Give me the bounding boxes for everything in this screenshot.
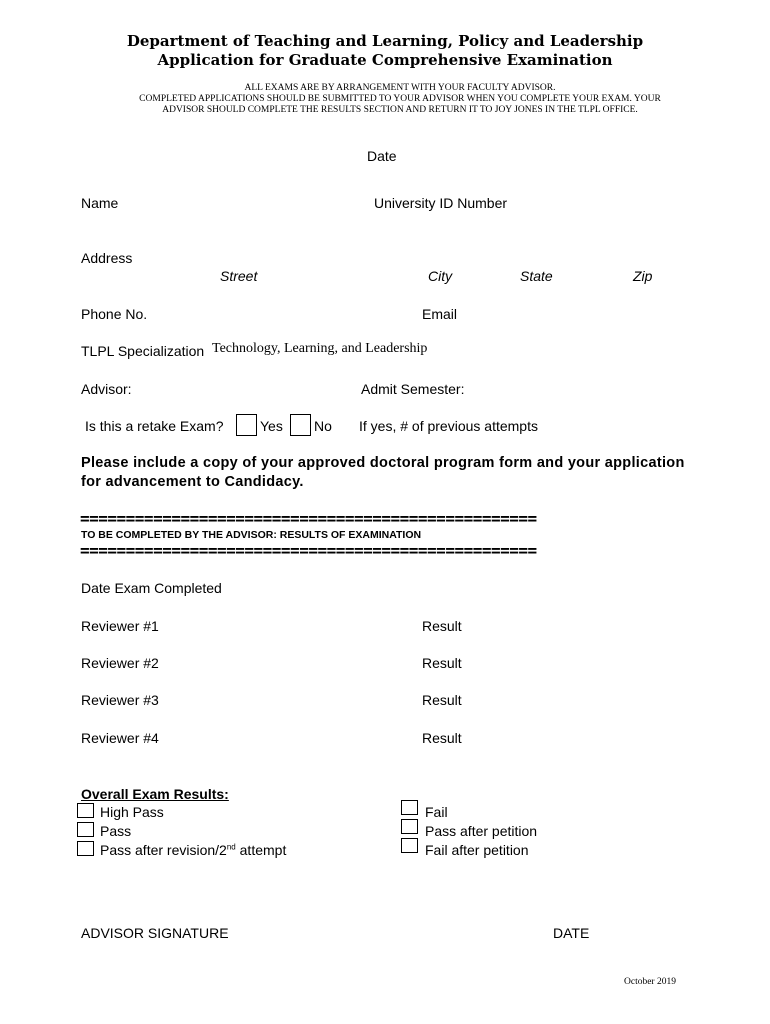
reviewer-4-result-label: Result [422, 730, 462, 746]
date-label: Date [367, 148, 397, 164]
specialization-label: TLPL Specialization [81, 343, 205, 359]
city-label: City [428, 268, 453, 284]
pass-after-petition-checkbox[interactable] [401, 819, 418, 834]
reviewer-3-result-label: Result [422, 692, 462, 708]
notice-line-2: COMPLETED APPLICATIONS SHOULD BE SUBMITTED TO YOUR ADVISOR WHEN YOU COMPLETE YOUR EXAM. YOUR [139, 94, 661, 104]
divider-bottom: ================================================== [80, 541, 537, 560]
reviewer-2-result-label: Result [422, 655, 462, 671]
pass-after-revision-label: Pass after revision/2nd attempt [100, 842, 287, 858]
previous-attempts-label: If yes, # of previous attempts [359, 418, 538, 434]
notice-line-3: ADVISOR SHOULD COMPLETE THE RESULTS SECTION AND RETURN IT TO JOY JONES IN THE TLPL OFFICE. [162, 105, 638, 115]
overall-results-heading: Overall Exam Results: [81, 786, 229, 802]
fail-label: Fail [425, 804, 448, 820]
high-pass-label: High Pass [100, 804, 164, 820]
reviewer-2-label: Reviewer #2 [81, 655, 159, 671]
form-title: Department of Teaching and Learning, Policy and Leadership [126, 32, 644, 50]
reviewer-1-label: Reviewer #1 [81, 618, 159, 634]
fail-after-petition-checkbox[interactable] [401, 838, 418, 853]
revision-date: October 2019 [624, 977, 676, 987]
reviewer-4-label: Reviewer #4 [81, 730, 159, 746]
advisor-label: Advisor: [81, 381, 132, 397]
specialization-value: Technology, Learning, and Leadership [212, 341, 428, 356]
pass-checkbox[interactable] [77, 822, 94, 837]
date-completed-label: Date Exam Completed [81, 580, 222, 596]
address-label: Address [81, 250, 133, 266]
state-label: State [520, 268, 553, 284]
admit-semester-label: Admit Semester: [361, 381, 465, 397]
phone-label: Phone No. [81, 306, 148, 322]
notice-line-1: ALL EXAMS ARE BY ARRANGEMENT WITH YOUR FACULTY ADVISOR. [244, 83, 556, 93]
street-label: Street [220, 268, 258, 284]
signature-date-label: DATE [553, 925, 590, 941]
retake-yes-label: Yes [260, 418, 283, 434]
retake-no-checkbox[interactable] [290, 414, 311, 436]
reviewer-1-result-label: Result [422, 618, 462, 634]
retake-yes-checkbox[interactable] [236, 414, 257, 436]
advisor-section-heading: TO BE COMPLETED BY THE ADVISOR: RESULTS OF EXAMINATION [81, 529, 422, 541]
fail-after-petition-label: Fail after petition [425, 842, 529, 858]
pass-after-revision-checkbox[interactable] [77, 841, 94, 856]
retake-no-label: No [314, 418, 332, 434]
pass-after-petition-label: Pass after petition [425, 823, 538, 839]
form-subtitle: Application for Graduate Comprehensive Examination [157, 51, 613, 69]
instruction-line-1: Please include a copy of your approved doctoral program form and your application [81, 455, 685, 471]
reviewer-3-label: Reviewer #3 [81, 692, 159, 708]
high-pass-checkbox[interactable] [77, 803, 94, 818]
university-id-label: University ID Number [374, 195, 508, 211]
divider-top: ================================================== [80, 509, 537, 528]
retake-label: Is this a retake Exam? [85, 418, 224, 434]
email-label: Email [422, 306, 458, 322]
instruction-line-2: for advancement to Candidacy. [81, 474, 304, 490]
pass-label: Pass [100, 823, 132, 839]
fail-checkbox[interactable] [401, 800, 418, 815]
advisor-signature-label: ADVISOR SIGNATURE [81, 925, 229, 941]
ordinal-suffix: nd [226, 842, 236, 852]
zip-label: Zip [633, 268, 653, 284]
name-label: Name [81, 195, 119, 211]
